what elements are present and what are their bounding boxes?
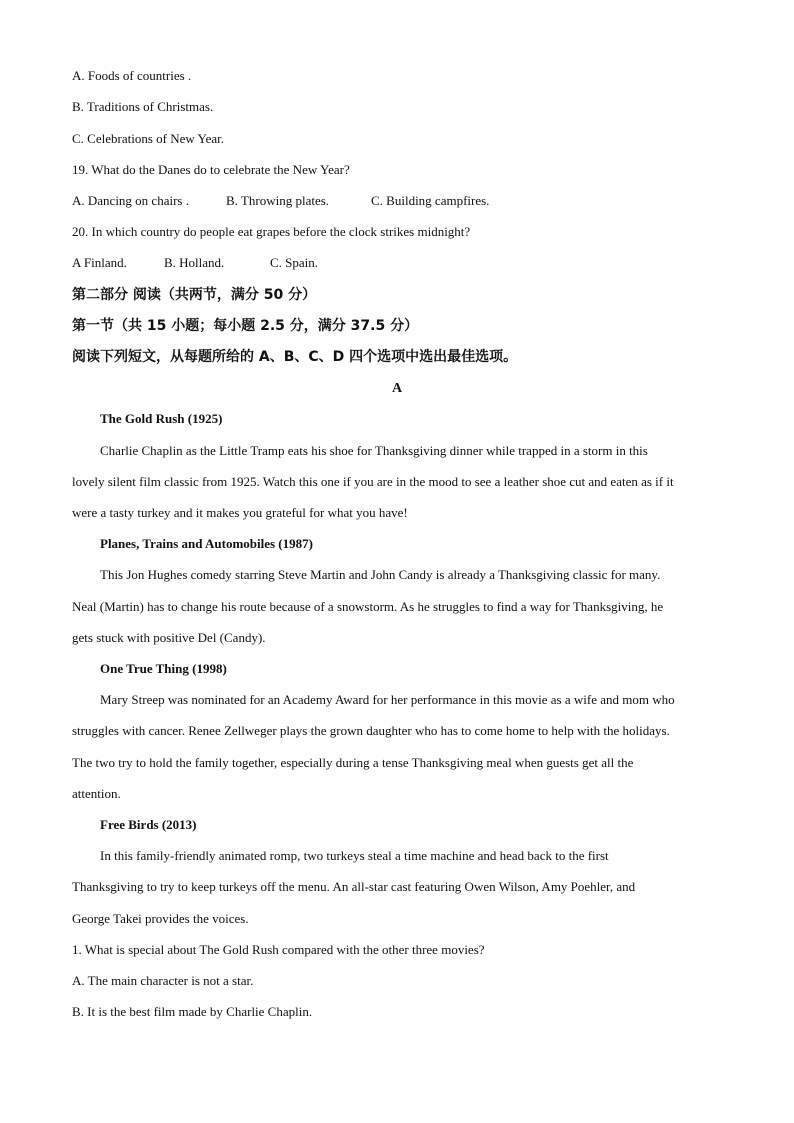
q20-question: 20. In which country do people eat grapes before the clock strikes midnight?	[72, 224, 471, 239]
movie-text-line: gets stuck with positive Del (Candy).	[72, 630, 266, 645]
q20-option-c: C. Spain.	[270, 255, 319, 270]
q19-option-b: B. Throwing plates.	[226, 193, 330, 208]
movie-text-line: Neal (Martin) has to change his route because of a snowstorm. As he struggles to find a way for Thanksgiving, he	[72, 599, 664, 614]
q18-option-b: B. Traditions of Christmas.	[72, 99, 214, 114]
q19-question: 19. What do the Danes do to celebrate the New Year?	[72, 162, 350, 177]
movie-title: Planes, Trains and Automobiles (1987)	[100, 536, 313, 551]
q1-question: 1. What is special about The Gold Rush compared with the other three movies?	[72, 942, 485, 957]
movie-title: Free Birds (2013)	[100, 817, 197, 832]
movie-title: The Gold Rush (1925)	[100, 411, 223, 426]
movie-text-line: were a tasty turkey and it makes you grateful for what you have!	[72, 505, 408, 520]
movie-text-line: lovely silent film classic from 1925. Watch this one if you are in the mood to see a leather shoe cut and eaten as if it	[72, 474, 674, 489]
q1-option-a: A. The main character is not a star.	[72, 973, 254, 988]
movie-text-line: struggles with cancer. Renee Zellweger plays the grown daughter who has to come home to help with the holidays.	[72, 723, 670, 738]
reading-instruction: 阅读下列短文，从每题所给的 A、B、C、D 四个选项中选出最佳选项。	[72, 349, 518, 365]
movie-text-line: Mary Streep was nominated for an Academy Award for her performance in this movie as a wife and mom who	[100, 692, 675, 707]
movie-text-line: In this family-friendly animated romp, two turkeys steal a time machine and head back to the first	[100, 848, 609, 863]
movie-text-line: attention.	[72, 786, 121, 801]
q18-option-a: A. Foods of countries .	[72, 68, 192, 83]
q20-option-a: A Finland.	[72, 255, 127, 270]
q19-option-c: C. Building campfires.	[371, 193, 490, 208]
part2-title: 第二部分 阅读（共两节，满分 50 分）	[72, 287, 317, 303]
q19-option-a: A. Dancing on chairs .	[72, 193, 189, 208]
q20-option-b: B. Holland.	[164, 255, 225, 270]
movie-text-line: Charlie Chaplin as the Little Tramp eats his shoe for Thanksgiving dinner while trapped in a storm in this	[100, 443, 648, 458]
movie-text-line: The two try to hold the family together, especially during a tense Thanksgiving meal when guests get all the	[72, 755, 634, 770]
section1-title: 第一节（共 15 小题；每小题 2.5 分，满分 37.5 分）	[72, 318, 419, 334]
passage-letter: A	[391, 381, 403, 396]
q18-option-c: C. Celebrations of New Year.	[72, 131, 225, 146]
movie-title: One True Thing (1998)	[100, 661, 227, 676]
movie-text-line: George Takei provides the voices.	[72, 911, 249, 926]
q1-option-b: B. It is the best film made by Charlie Chaplin.	[72, 1004, 313, 1019]
movie-text-line: This Jon Hughes comedy starring Steve Martin and John Candy is already a Thanksgiving classic for many.	[100, 567, 661, 582]
movie-text-line: Thanksgiving to try to keep turkeys off the menu. An all-star cast featuring Owen Wilson, Amy Poehler, and	[72, 879, 636, 894]
